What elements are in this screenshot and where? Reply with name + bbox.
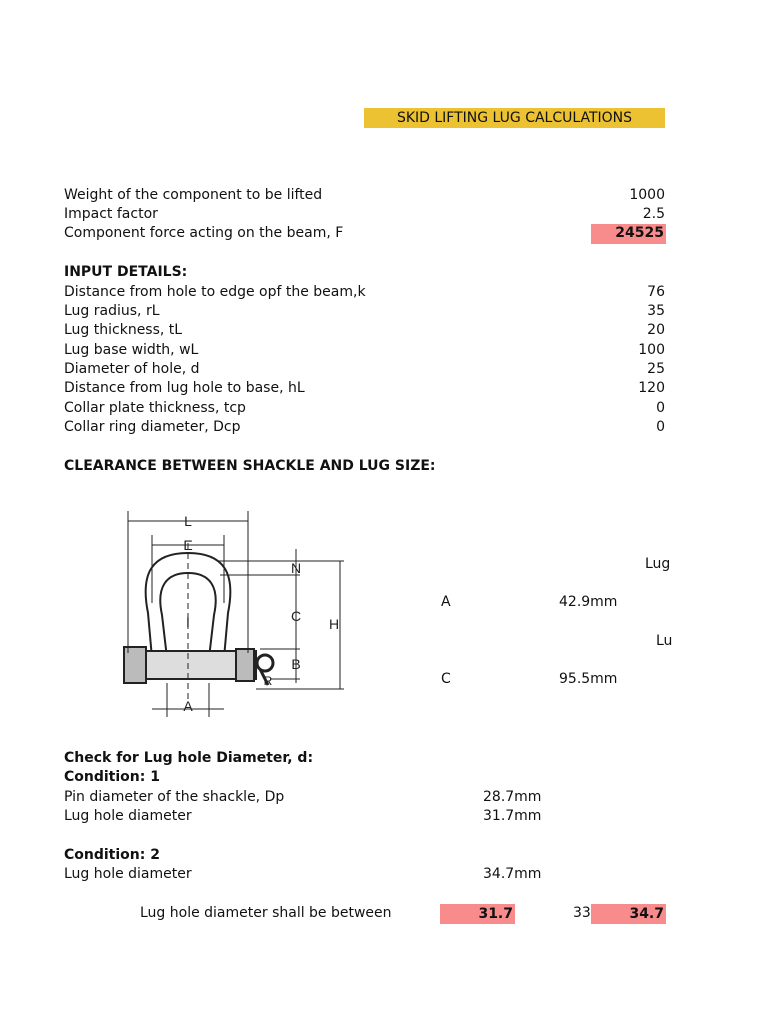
cond1-hole-label: Lug hole diameter	[64, 808, 192, 824]
diagram-label-i: I	[186, 614, 190, 630]
diagram-label-r: R	[263, 674, 273, 688]
shackle-diagram	[100, 503, 352, 719]
pin-diameter-value[interactable]	[483, 789, 541, 805]
shackle-nut	[124, 647, 146, 683]
input-value-rl[interactable]: 35	[647, 303, 665, 319]
cond1-hole-number: 31.7	[483, 808, 515, 824]
shackle-a-number: 42.9	[559, 594, 591, 610]
diagram-label-h: H	[328, 616, 340, 632]
between-min-cell[interactable]	[440, 904, 515, 924]
condition-2-heading: Condition: 2	[64, 847, 160, 863]
pin-diameter-unit: mm	[514, 789, 542, 805]
cond2-hole-label: Lug hole diameter	[64, 866, 192, 882]
between-min-value: 31.7	[478, 906, 513, 922]
force-value: 24525	[615, 225, 664, 241]
input-label-k: Distance from hole to edge opf the beam,k	[64, 284, 366, 300]
cond1-hole-unit: mm	[514, 808, 542, 824]
shackle-head	[236, 649, 254, 681]
cond2-hole-number: 34.7	[483, 866, 515, 882]
sheet-title: SKID LIFTING LUG CALCULATIONS	[364, 108, 665, 128]
force-value-cell[interactable]	[591, 224, 666, 244]
shackle-c-unit: mm	[590, 671, 618, 687]
shackle-c-number: 95.5	[559, 671, 591, 687]
diagram-label-b: B	[291, 656, 301, 672]
shackle-a-unit: mm	[590, 594, 618, 610]
shackle-a-value[interactable]	[559, 594, 617, 610]
input-value-dcp[interactable]: 0	[656, 419, 665, 435]
shackle-c-value[interactable]	[559, 671, 617, 687]
input-label-d: Diameter of hole, d	[64, 361, 200, 377]
input-label-dcp: Collar ring diameter, Dcp	[64, 419, 241, 435]
input-value-k[interactable]: 76	[647, 284, 665, 300]
lug-header-cell	[645, 556, 671, 576]
input-value-wl[interactable]: 100	[638, 342, 665, 358]
impact-factor-value[interactable]: 2.5	[642, 206, 665, 222]
between-max-value: 34.7	[629, 906, 664, 922]
input-value-tcp[interactable]: 0	[656, 400, 665, 416]
lug-header-text-2: Lu	[656, 633, 673, 649]
input-label-wl: Lug base width, wL	[64, 342, 199, 358]
between-mid-value[interactable]: 33	[573, 905, 591, 921]
between-max-cell[interactable]	[591, 904, 666, 924]
clearance-heading: CLEARANCE BETWEEN SHACKLE AND LUG SIZE:	[64, 458, 436, 474]
check-heading: Check for Lug hole Diameter, d:	[64, 750, 314, 766]
cond1-hole-value[interactable]	[483, 808, 541, 824]
input-details-heading: INPUT DETAILS:	[64, 264, 188, 280]
input-label-tl: Lug thickness, tL	[64, 322, 183, 338]
lug-header-text: Lug	[645, 556, 671, 572]
lug-header-cell-2	[656, 633, 673, 653]
pin-diameter-number: 28.7	[483, 789, 515, 805]
condition-1-heading: Condition: 1	[64, 769, 160, 785]
shackle-c-label: C	[441, 671, 451, 687]
impact-factor-label: Impact factor	[64, 206, 158, 222]
input-value-hl[interactable]: 120	[638, 380, 665, 396]
shackle-cotter-pin	[257, 655, 273, 671]
weight-label: Weight of the component to be lifted	[64, 187, 323, 203]
input-value-tl[interactable]: 20	[647, 322, 665, 338]
diagram-label-c: C	[290, 608, 302, 624]
input-label-hl: Distance from lug hole to base, hL	[64, 380, 305, 396]
input-label-rl: Lug radius, rL	[64, 303, 160, 319]
pin-diameter-label: Pin diameter of the shackle, Dp	[64, 789, 285, 805]
input-value-d[interactable]: 25	[647, 361, 665, 377]
diagram-label-n: N	[290, 560, 302, 576]
weight-value[interactable]: 1000	[629, 187, 665, 203]
force-label: Component force acting on the beam, F	[64, 225, 344, 241]
input-label-tcp: Collar plate thickness, tcp	[64, 400, 246, 416]
diagram-label-a: A	[183, 698, 193, 714]
diagram-label-e: E	[183, 537, 193, 553]
diagram-label-l: L	[184, 513, 192, 529]
cond2-hole-unit: mm	[514, 866, 542, 882]
shackle-a-label: A	[441, 594, 451, 610]
between-label: Lug hole diameter shall be between	[140, 905, 392, 921]
cond2-hole-value[interactable]	[483, 866, 541, 882]
